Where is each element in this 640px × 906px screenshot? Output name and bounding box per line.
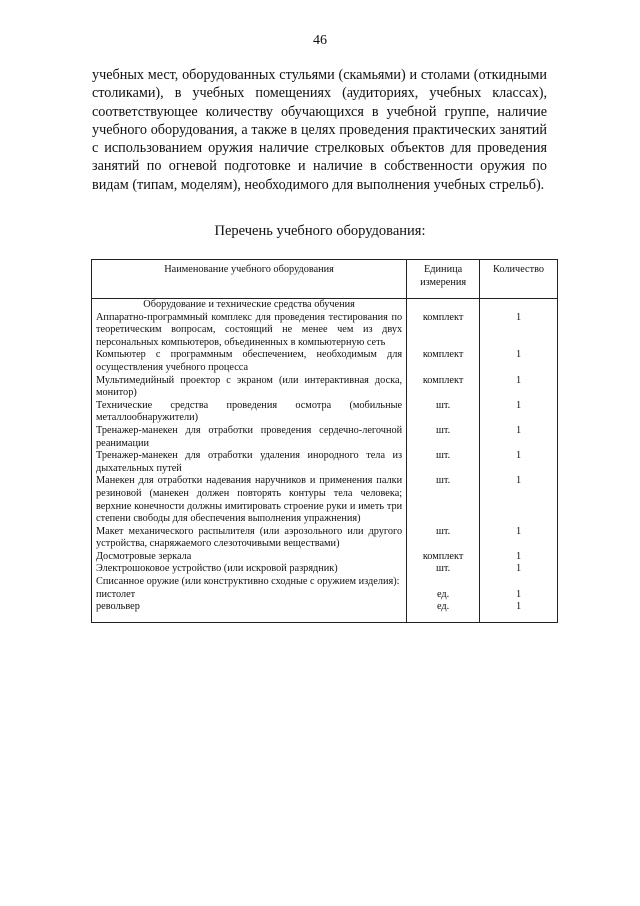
item-name: Аппаратно-программный комплекс для проведения тестирования по теоретическим вопросам, состоящий не менее чем из двух персональных компьютеров, объединенных в компьютерную сеть [92,312,407,350]
item-unit: шт. [407,425,480,450]
table-row [92,551,558,564]
item-quantity: 1 [480,400,558,425]
page-number: 46 [313,33,327,48]
item-unit: комплект [407,375,480,400]
item-name: Досмотровые зеркала [92,551,407,564]
item-unit: комплект [407,312,480,350]
table-row [92,589,558,602]
group-heading-row [92,299,558,312]
item-name: Технические средства проведения осмотра (мобильные металлообнаружители) [92,400,407,425]
item-unit: ед. [407,589,480,602]
item-unit: ед. [407,601,480,622]
table-row [92,475,558,525]
item-unit: комплект [407,551,480,564]
item-name: револьвер [92,601,407,622]
table-row [92,450,558,475]
equipment-table [91,259,558,623]
item-name: Компьютер с программным обеспечением, необходимым для осуществления учебного процесса [92,349,407,374]
item-quantity: 1 [480,589,558,602]
item-unit: шт. [407,563,480,576]
table-header-row [92,260,558,299]
item-quantity: 1 [480,601,558,622]
group-qty-cell [480,299,558,312]
item-unit: шт. [407,526,480,551]
item-name: Тренажер-манекен для отработки проведения сердечно-легочной реанимации [92,425,407,450]
item-unit [407,576,480,589]
item-name: Тренажер-манекен для отработки удаления инородного тела из дыхательных путей [92,450,407,475]
item-name: Мультимедийный проектор с экраном (или интерактивная доска, монитор) [92,375,407,400]
item-quantity: 1 [480,551,558,564]
table-row [92,576,558,589]
item-name: Макет механического распылителя (или аэрозольного или другого устройства, снаряжаемого слезоточивыми веществами) [92,526,407,551]
table-row [92,601,558,622]
table-row [92,526,558,551]
item-quantity: 1 [480,526,558,551]
header-unit: Единица измерения [407,260,480,299]
item-name: пистолет [92,589,407,602]
item-quantity: 1 [480,563,558,576]
group-unit-cell [407,299,480,312]
table-row [92,425,558,450]
table-row [92,375,558,400]
item-quantity [480,576,558,589]
table-row [92,563,558,576]
section-title: Перечень учебного оборудования: [214,223,426,239]
intro-paragraph: учебных мест, оборудованных стульями (скамьями) и столами (откидными столиками), в учебных помещениях (аудиториях, учебных классах), соответствующее количеству обучающихся в учебной группе, наличие учебного оборудования, а также в целях проведения практических занятий с использованием оружия наличие стрелковых объектов для проведения занятий по огневой подготовке и наличие в собственности оружия по видам (типам, моделям), необходимого для выполнения учебных стрельб). [92,67,547,193]
item-name: Списанное оружие (или конструктивно сходные с оружием изделия): [92,576,407,589]
item-quantity: 1 [480,375,558,400]
table-row [92,312,558,350]
item-quantity: 1 [480,425,558,450]
table-row [92,349,558,374]
item-unit: комплект [407,349,480,374]
item-quantity: 1 [480,475,558,525]
item-name: Манекен для отработки надевания наручников и применения палки резиновой (манекен должен повторять контуры тела человека; верхние конечности должны имитировать строение руки и иметь три степени свободы для обеспечения выполнения упражнения) [92,475,407,525]
item-quantity: 1 [480,450,558,475]
header-name: Наименование учебного оборудования [92,260,407,299]
item-name: Электрошоковое устройство (или искровой разрядник) [92,563,407,576]
item-unit: шт. [407,450,480,475]
item-quantity: 1 [480,312,558,350]
item-unit: шт. [407,475,480,525]
item-unit: шт. [407,400,480,425]
group-heading: Оборудование и технические средства обучения [92,299,407,312]
header-qty: Количество [480,260,558,299]
item-quantity: 1 [480,349,558,374]
table-row [92,400,558,425]
